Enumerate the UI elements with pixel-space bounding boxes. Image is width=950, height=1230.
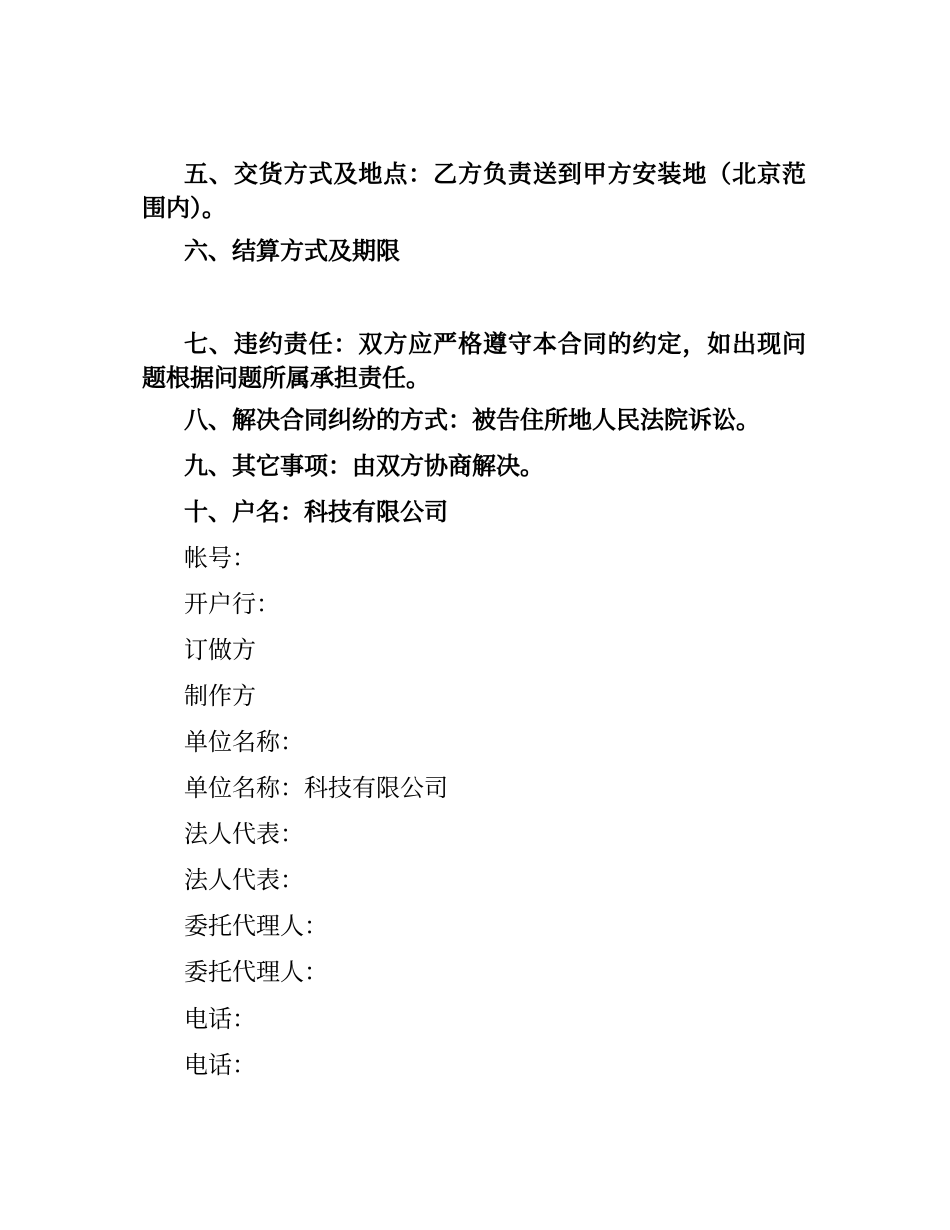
field-legal-rep-maker: 法人代表：	[184, 866, 304, 894]
clause-account-name: 十、户名：科技有限公司	[184, 497, 448, 526]
clause-liability: 七、违约责任：双方应严格遵守本合同的约定，如出现问题根据问题所属承担责任。	[142, 329, 806, 392]
field-bank: 开户行：	[184, 590, 280, 618]
field-phone-orderer: 电话：	[184, 1005, 256, 1033]
party-maker: 制作方	[184, 682, 256, 710]
field-legal-rep-orderer: 法人代表：	[184, 820, 304, 848]
field-phone-maker: 电话：	[184, 1051, 256, 1079]
field-unit-name-maker: 单位名称：科技有限公司	[184, 774, 448, 802]
party-orderer: 订做方	[184, 636, 256, 664]
field-unit-name-orderer: 单位名称：	[184, 728, 304, 756]
field-agent-maker: 委托代理人：	[184, 958, 328, 986]
clause-delivery: 五、交货方式及地点：乙方负责送到甲方安装地（北京范围内）。	[142, 159, 806, 222]
field-account-no: 帐号：	[184, 544, 256, 572]
clause-other: 九、其它事项：由双方协商解决。	[184, 451, 544, 480]
field-agent-orderer: 委托代理人：	[184, 912, 328, 940]
clause-dispute: 八、解决合同纠纷的方式：被告住所地人民法院诉讼。	[184, 405, 760, 434]
clause-settlement: 六、结算方式及期限	[184, 236, 400, 265]
